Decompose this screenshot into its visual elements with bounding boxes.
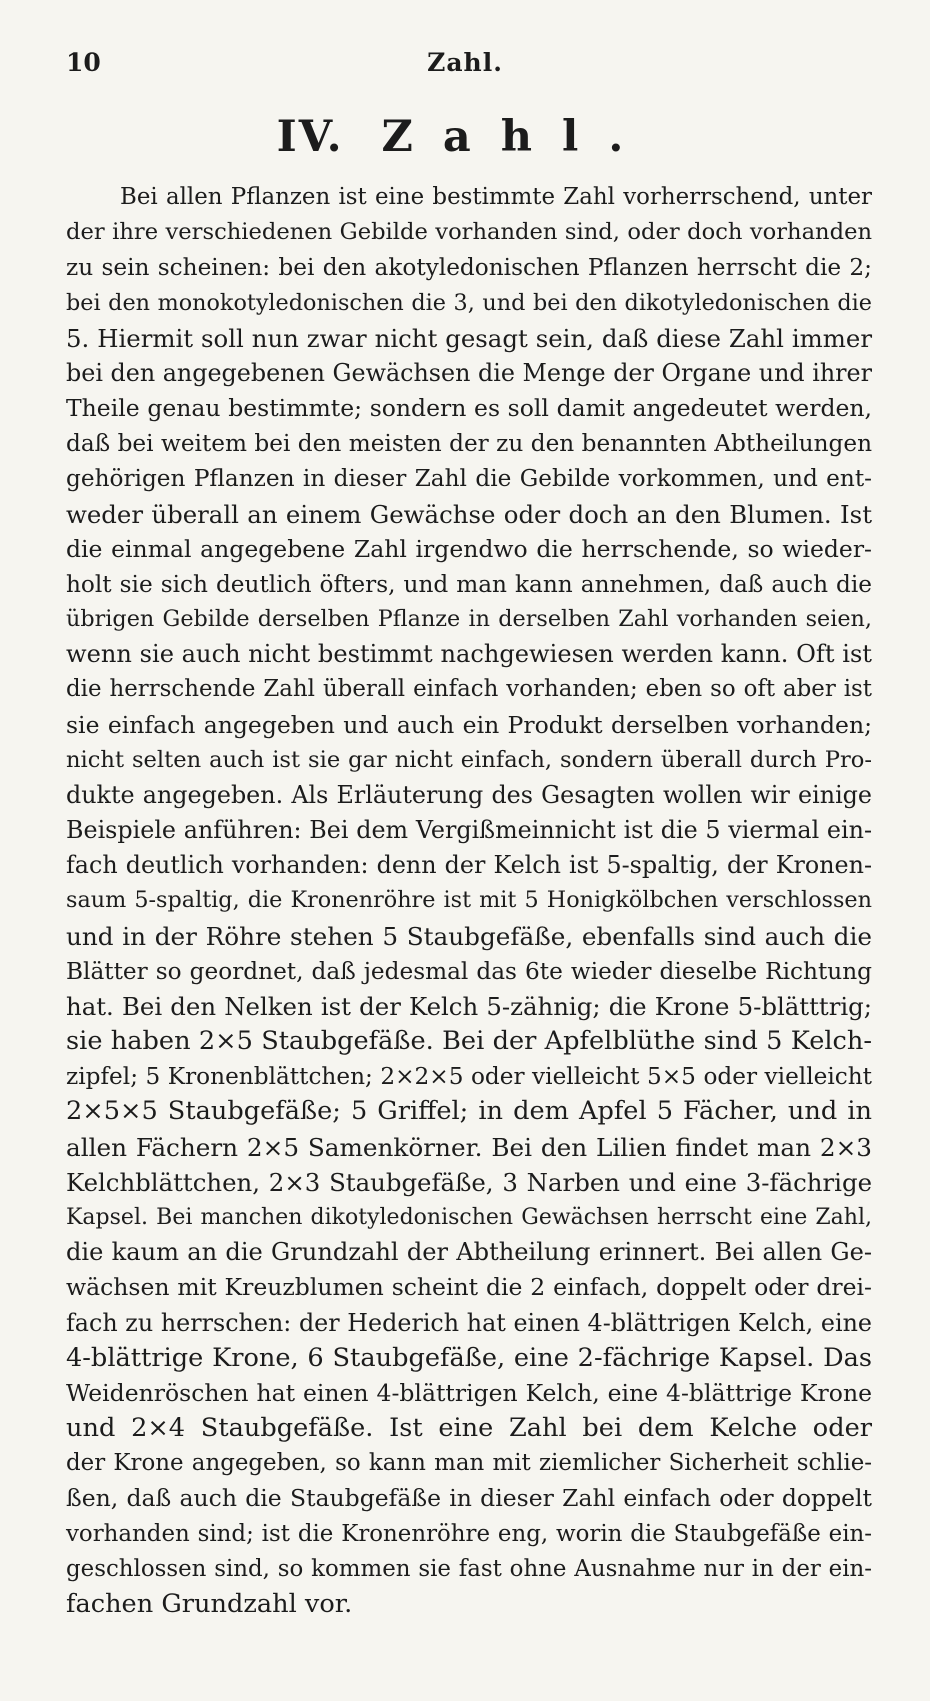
text-line: Bei allen Pflanzen ist eine bestimmte Zahl vorherrschend, unter: [120, 184, 872, 210]
text-line: nicht selten auch ist sie gar nicht einfach, sondern überall durch Pro-: [66, 746, 872, 773]
text-line: der Krone angegeben, so kann man mit ziemlicher Sicherheit schlie-: [66, 1450, 872, 1477]
text-line: Blätter so geordnet, daß jedesmal das 6te wieder dieselbe Richtung: [66, 957, 872, 985]
text-line: sie haben 2×5 Staubgefäße. Bei der Apfelblüthe sind 5 Kelch-: [66, 1026, 872, 1057]
text-line: bei den angegebenen Gewächsen die Menge der Organe und ihrer: [66, 358, 872, 387]
text-line: die einmal angegebene Zahl irgendwo die herrschende, so wieder-: [66, 534, 872, 563]
text-line: wächsen mit Kreuzblumen scheint die 2 einfach, doppelt oder drei-: [66, 1273, 872, 1302]
text-line: Weidenröschen hat einen 4-blättrigen Kelch, eine 4-blättrige Krone: [66, 1378, 872, 1407]
text-line: holt sie sich deutlich öfters, und man kann annehmen, daß auch die: [66, 570, 872, 598]
text-line: ßen, daß auch die Staubgefäße in dieser Zahl einfach oder doppelt: [66, 1484, 872, 1513]
text-line: 2×5×5 Staubgefäße; 5 Griffel; in dem Apfel 5 Fächer, und in: [66, 1096, 872, 1127]
text-line: die herrschende Zahl überall einfach vorhanden; eben so oft aber ist: [66, 676, 872, 703]
text-line: Beispiele anführen: Bei dem Vergißmeinnicht ist die 5 viermal ein-: [66, 816, 872, 845]
text-line: 5. Hiermit soll nun zwar nicht gesagt sein, daß diese Zahl immer: [66, 323, 872, 353]
body-text: [66, 180, 872, 1622]
text-line: 4-blättrige Krone, 6 Staubgefäße, eine 2-fächrige Kapsel. Das: [66, 1342, 872, 1373]
text-line: daß bei weitem bei den meisten der zu den benannten Abtheilungen: [66, 430, 872, 458]
chapter-heading: [66, 112, 864, 162]
text-line: fachen Grundzahl vor.: [66, 1588, 353, 1619]
text-line: Kelchblättchen, 2×3 Staubgefäße, 3 Narben und eine 3-fächrige: [66, 1167, 872, 1197]
text-line: fach zu herrschen: der Hederich hat einen 4-blättrigen Kelch, eine: [66, 1308, 872, 1337]
text-line: und in der Röhre stehen 5 Staubgefäße, ebenfalls sind auch die: [66, 921, 872, 951]
text-line: Theile genau bestimmte; sondern es soll damit angedeutet werden,: [66, 394, 872, 423]
text-line: Kapsel. Bei manchen dikotyledonischen Gewächsen herrscht eine Zahl,: [66, 1204, 872, 1230]
text-line: hat. Bei den Nelken ist der Kelch 5-zähnig; die Krone 5-blätttrig;: [66, 991, 872, 1021]
text-line: gehörigen Pflanzen in dieser Zahl die Gebilde vorkommen, und ent-: [66, 465, 872, 493]
text-line: weder überall an einem Gewächse oder doch an den Blumen. Ist: [66, 499, 872, 529]
page-number: 10: [66, 48, 101, 77]
text-line: zu sein scheinen: bei den akotyledonischen Pflanzen herrscht die 2;: [66, 254, 872, 282]
text-line: saum 5-spaltig, die Kronenröhre ist mit 5 Honigkölbchen verschlossen: [66, 887, 872, 914]
text-line: allen Fächern 2×5 Samenkörner. Bei den Lilien findet man 2×3: [66, 1132, 872, 1162]
text-line: übrigen Gebilde derselben Pflanze in derselben Zahl vorhanden seien,: [66, 606, 872, 633]
text-line: bei den monokotyledonischen die 3, und bei den dikotyledonischen die: [66, 289, 872, 316]
text-line: sie einfach angegeben und auch ein Produkt derselben vorhanden;: [66, 710, 872, 739]
text-line: dukte angegeben. Als Erläuterung des Gesagten wollen wir einige: [66, 780, 872, 809]
text-line: der ihre verschiedenen Gebilde vorhanden sind, oder doch vorhanden: [66, 219, 872, 246]
running-head: [66, 48, 864, 88]
chapter-number: IV.: [276, 112, 344, 162]
text-line: vorhanden sind; ist die Kronenröhre eng, worin die Staubgefäße ein-: [66, 1520, 872, 1547]
text-line: geschlossen sind, so kommen sie fast ohne Ausnahme nur in der ein-: [66, 1555, 872, 1582]
text-line: wenn sie auch nicht bestimmt nachgewiesen werden kann. Oft ist: [66, 640, 872, 669]
running-title: Zahl.: [427, 48, 503, 77]
chapter-title: Zahl.: [381, 112, 654, 162]
text-line: zipfel; 5 Kronenblättchen; 2×2×5 oder vielleicht 5×5 oder vielleicht: [66, 1063, 872, 1091]
text-line: und 2×4 Staubgefäße. Ist eine Zahl bei dem Kelche oder: [66, 1413, 872, 1444]
text-line: fach deutlich vorhanden: denn der Kelch ist 5-spaltig, der Kronen-: [66, 851, 872, 880]
text-line: die kaum an die Grundzahl der Abtheilung erinnert. Bei allen Ge-: [66, 1238, 872, 1267]
